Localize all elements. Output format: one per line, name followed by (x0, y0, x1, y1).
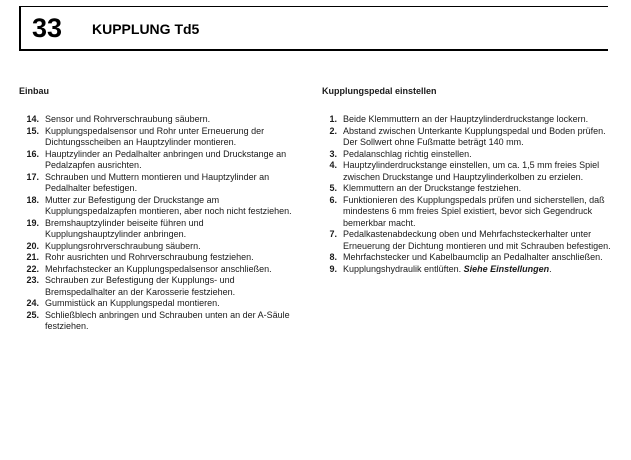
installation-column (19, 86, 299, 333)
step-item (19, 310, 299, 333)
step-text (45, 298, 299, 310)
step-text-main: Gummistück an Kupplungspedal montieren. (45, 298, 220, 308)
step-text-main: Kupplungshydraulik entlüften. (343, 263, 464, 274)
step-number: 5. (329, 183, 337, 193)
step-number: 17. (26, 171, 39, 182)
step-number: 19. (26, 217, 39, 228)
step-text-main: Mehrfachstecker und Kabelbaumclip an Pedalhalter anschließen. (343, 252, 603, 262)
step-text (45, 310, 299, 333)
step-text (45, 114, 299, 126)
step-text-main: Schrauben zur Befestigung der Kupplungs- und Bremspedalhalter an der Karosserie festziehen. (45, 275, 236, 297)
step-text (343, 149, 612, 161)
step-text-main: Pedalanschlag richtig einstellen. (343, 148, 472, 159)
step-number: 1. (329, 114, 337, 124)
step-number: 20. (26, 240, 39, 251)
step-item (322, 149, 612, 161)
step-text-main: Mutter zur Befestigung der Druckstange am Kupplungspedalzapfen montieren, aber noch nicht festziehen. (45, 194, 292, 216)
step-number: 14. (26, 114, 39, 124)
step-text-main: Kupplungspedalsensor und Rohr unter Erneuerung der Dichtungsscheiben an Hauptzylinder montieren. (45, 125, 265, 147)
step-text (45, 172, 299, 195)
step-item (19, 264, 299, 276)
pedal-adjustment-column (322, 86, 612, 275)
step-item (19, 275, 299, 298)
step-number: 15. (26, 125, 39, 136)
section-heading-pedal-adjustment: Kupplungspedal einstellen (322, 86, 437, 96)
step-number: 23. (26, 275, 39, 285)
step-number: 6. (329, 194, 337, 205)
step-number: 22. (26, 263, 39, 274)
step-item (322, 229, 612, 252)
cross-reference: Siehe Einstellungen (463, 263, 550, 274)
step-text-main: Funktionieren des Kupplungspedals prüfen und sicherstellen, daß mindestens 6 mm freies Spiel existiert, bevor sich Gegendruck bemerkbar macht. (343, 194, 605, 228)
step-number: 4. (329, 160, 337, 170)
step-item (19, 172, 299, 195)
step-number: 25. (26, 309, 39, 320)
step-number: 24. (26, 298, 39, 308)
step-text (343, 264, 612, 276)
step-text-main: Beide Klemmuttern an der Hauptzylinderdruckstange lockern. (343, 114, 589, 124)
step-number: 3. (329, 148, 337, 159)
step-number: 7. (329, 229, 337, 239)
step-text (343, 114, 612, 126)
step-text-main: Schrauben und Muttern montieren und Hauptzylinder an Pedalhalter befestigen. (45, 171, 270, 193)
step-number: 2. (329, 125, 337, 136)
step-item (322, 160, 612, 183)
step-item (19, 298, 299, 310)
step-item (19, 195, 299, 218)
step-item (322, 264, 612, 276)
step-text-main: Klemmuttern an der Druckstange festziehen. (343, 183, 522, 193)
step-text (343, 126, 612, 149)
step-number: 18. (26, 194, 39, 205)
step-text-main: Schließblech anbringen und Schrauben unten an der A-Säule festziehen. (45, 309, 290, 331)
step-item (19, 114, 299, 126)
step-text (343, 160, 612, 183)
step-text (45, 241, 299, 253)
step-text (45, 195, 299, 218)
step-item (322, 114, 612, 126)
step-number: 16. (26, 148, 39, 159)
chapter-title: KUPPLUNG Td5 (92, 21, 200, 37)
step-item (322, 126, 612, 149)
step-text (343, 183, 612, 195)
step-text (343, 195, 612, 230)
step-text-main: Mehrfachstecker an Kupplungspedalsensor anschließen. (45, 263, 272, 274)
step-text-main: Bremshauptzylinder beiseite führen und Kupplungshauptzylinder anbringen. (45, 217, 204, 239)
step-number: 9. (329, 263, 337, 274)
step-text (45, 126, 299, 149)
step-text-main: Hauptzylinderdruckstange einstellen, um ca. 1,5 mm freies Spiel zwischen Druckstange und Hauptzylinderkolben zu erzielen. (343, 160, 600, 182)
step-text-main: Kupplungsrohrverschraubung säubern. (45, 240, 201, 251)
step-text (45, 149, 299, 172)
step-item (19, 126, 299, 149)
step-text-main: Abstand zwischen Unterkante Kupplungspedal und Boden prüfen. Der Sollwert ohne Fußmatte beträgt 140 mm. (343, 125, 606, 147)
step-text (45, 275, 299, 298)
chapter-header (19, 6, 608, 51)
step-text (343, 252, 612, 264)
step-item (19, 241, 299, 253)
step-text (343, 229, 612, 252)
step-item (19, 149, 299, 172)
step-text-suffix: . (549, 263, 552, 274)
step-item (322, 195, 612, 230)
step-item (19, 252, 299, 264)
section-heading-installation: Einbau (19, 86, 50, 96)
step-text (45, 252, 299, 264)
step-number: 21. (26, 252, 39, 262)
step-text-main: Pedalkastenabdeckung oben und Mehrfachsteckerhalter unter Erneuerung der Dichtung montieren und mit Schrauben befestigen. (343, 229, 611, 251)
step-text (45, 218, 299, 241)
step-text (45, 264, 299, 276)
step-text-main: Hauptzylinder an Pedalhalter anbringen und Druckstange an Pedalzapfen ausrichten. (45, 148, 287, 170)
chapter-number: 33 (32, 13, 63, 43)
installation-steps-list (19, 114, 299, 333)
step-text-main: Sensor und Rohrverschraubung säubern. (45, 114, 211, 124)
step-item (322, 183, 612, 195)
step-item (322, 252, 612, 264)
pedal-adjustment-steps-list (322, 114, 612, 275)
step-item (19, 218, 299, 241)
step-text-main: Rohr ausrichten und Rohrverschraubung festziehen. (45, 252, 254, 262)
step-number: 8. (329, 252, 337, 262)
